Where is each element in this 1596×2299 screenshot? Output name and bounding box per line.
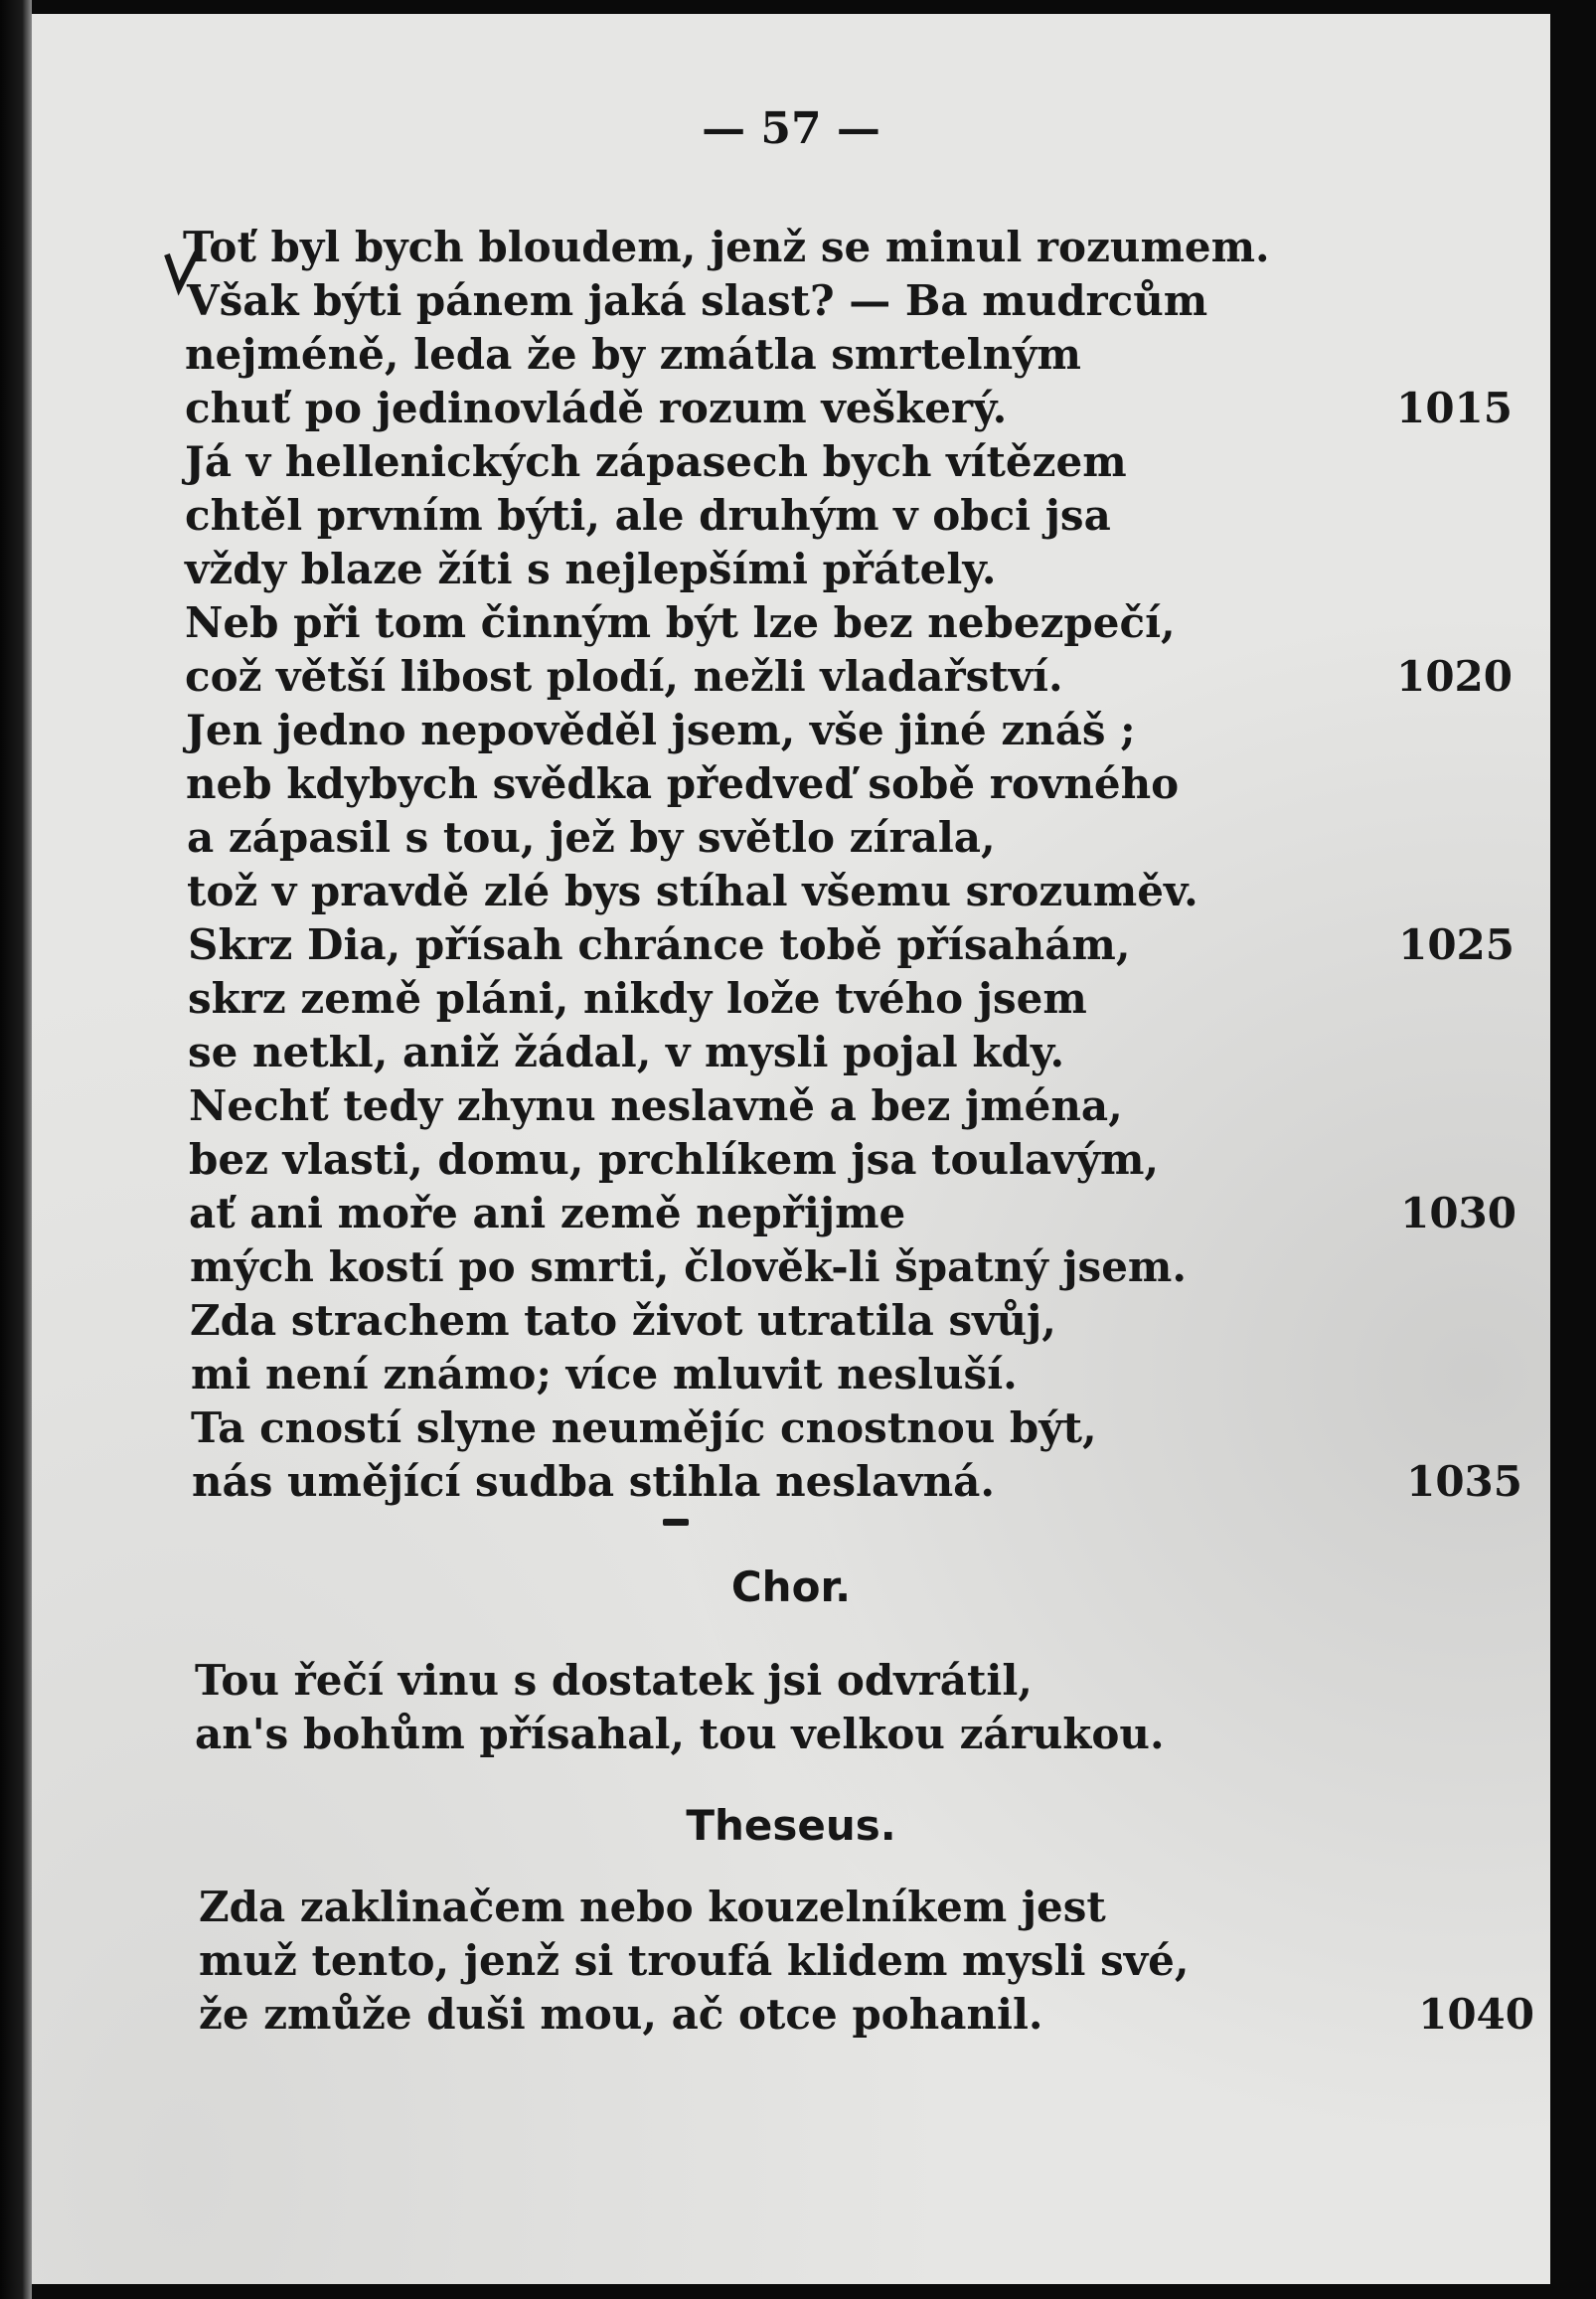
verse-line: Neb při tom činným být lze bez nebezpečí,: [185, 598, 1176, 647]
verse-line: neb kdybych svědka předveď sobě rovného: [186, 759, 1180, 808]
speaker-heading-theseus: Theseus.: [686, 1801, 896, 1850]
verse-line: muž tento, jenž si troufá klidem mysli své,: [199, 1936, 1190, 1985]
section-dash: [663, 1519, 689, 1526]
line-number: 1020: [1396, 652, 1513, 701]
line-number: 1025: [1398, 920, 1515, 969]
book-page: [32, 14, 1550, 2284]
verse-line: bez vlasti, domu, prchlíkem jsa toulavým,: [189, 1135, 1160, 1184]
verse-line: a zápasil s tou, jež by světlo zírala,: [187, 813, 996, 862]
scan-binding-edge: [0, 0, 32, 2299]
verse-line: Skrz Dia, přísah chránce tobě přísahám,: [188, 920, 1131, 969]
line-number: 1015: [1396, 384, 1513, 432]
verse-line: Já v hellenických zápasech bych vítězem: [185, 437, 1127, 486]
verse-line: Tou řečí vinu s dostatek jsi odvrátil,: [195, 1656, 1033, 1705]
speaker-heading-chor: Chor.: [730, 1562, 852, 1611]
page-number: — 57 —: [702, 103, 880, 154]
verse-line: Nechť tedy zhynu neslavně a bez jména,: [189, 1081, 1123, 1130]
verse-line: tož v pravdě zlé bys stíhal všemu srozuměv.: [187, 867, 1198, 915]
verse-line: chuť po jedinovládě rozum veškerý.: [185, 384, 1008, 432]
verse-line: nejméně, leda že by zmátla smrtelným: [185, 330, 1081, 379]
verse-line: nás umějící sudba stihla neslavná.: [192, 1457, 995, 1506]
verse-line: což větší libost plodí, nežli vladařství.: [185, 652, 1063, 701]
verse-line: mi není známo; více mluvit nesluší.: [191, 1350, 1018, 1398]
verse-line: Však býti pánem jaká slast? — Ba mudrcům: [187, 276, 1208, 325]
line-number: 1035: [1406, 1457, 1522, 1506]
verse-line: mých kostí po smrti, člověk-li špatný jsem.: [190, 1242, 1187, 1291]
verse-line: Toť byl bych bloudem, jenž se minul rozumem.: [183, 223, 1270, 271]
verse-line: že zmůže duši mou, ač otce pohanil.: [199, 1990, 1043, 2039]
verse-line: ať ani moře ani země nepřijme: [189, 1189, 906, 1237]
verse-line: vždy blaze žíti s nejlepšími přátely.: [185, 545, 997, 593]
verse-line: Ta cností slyne neumějíc cnostnou být,: [191, 1403, 1097, 1452]
verse-line: se netkl, aniž žádal, v mysli pojal kdy.: [188, 1028, 1065, 1076]
line-number: 1040: [1418, 1990, 1534, 2039]
verse-line: skrz země pláni, nikdy lože tvého jsem: [188, 974, 1087, 1023]
verse-line: Zda zaklinačem nebo kouzelníkem jest: [199, 1883, 1106, 1931]
verse-line: Zda strachem tato život utratila svůj,: [190, 1296, 1056, 1345]
verse-line: Jen jedno nepověděl jsem, vše jiné znáš ;: [186, 706, 1136, 754]
verse-line: an's bohům přísahal, tou velkou zárukou.: [195, 1710, 1165, 1758]
verse-line: chtěl prvním býti, ale druhým v obci jsa: [185, 491, 1111, 540]
line-number: 1030: [1400, 1189, 1516, 1237]
